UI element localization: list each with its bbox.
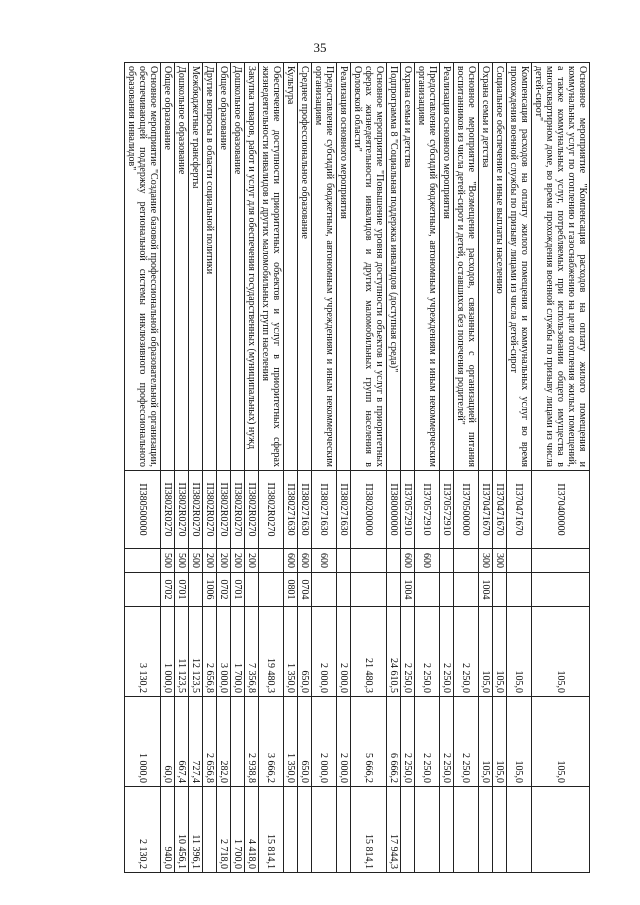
row-amount-federal-cell <box>532 787 590 873</box>
row-csr-cell: П370471670 <box>493 471 507 549</box>
row-name-cell: Общее образование <box>161 63 175 471</box>
table-row <box>245 63 259 873</box>
row-rz-cell: 0702 <box>217 573 231 607</box>
row-csr-cell: П370500000 <box>454 471 479 549</box>
row-vr-cell: 500 <box>189 549 203 573</box>
row-amount-total-cell: 1 350,0 <box>284 607 298 697</box>
row-amount-federal-cell <box>507 787 532 873</box>
row-amount-regional-cell: 2 938,8 <box>245 697 259 787</box>
row-amount-total-cell: 2 250,0 <box>401 607 415 697</box>
row-name-cell: Общее образование <box>217 63 231 471</box>
row-amount-total-cell: 650,0 <box>298 607 312 697</box>
row-vr-cell <box>351 549 387 573</box>
row-vr-cell <box>387 549 401 573</box>
row-rz-cell: 0704 <box>298 573 312 607</box>
row-amount-total-cell: 2 656,8 <box>203 607 217 697</box>
row-vr-cell: 600 <box>401 549 415 573</box>
row-amount-federal-cell: 15 814,1 <box>351 787 387 873</box>
row-csr-cell: П3802R0270 <box>161 471 175 549</box>
row-amount-federal-cell <box>401 787 415 873</box>
row-amount-regional-cell: 650,0 <box>298 697 312 787</box>
row-rz-cell <box>312 573 337 607</box>
row-csr-cell: П380500000 <box>125 471 161 549</box>
row-amount-federal-cell: 10 456,1 <box>175 787 189 873</box>
row-csr-cell: П3802R0270 <box>203 471 217 549</box>
row-amount-total-cell: 2 250,0 <box>415 607 440 697</box>
row-csr-cell: П370471670 <box>507 471 532 549</box>
row-vr-cell: 600 <box>298 549 312 573</box>
row-csr-cell: П370572910 <box>415 471 440 549</box>
row-amount-total-cell: 3 130,2 <box>125 607 161 697</box>
row-name-cell: Компенсация расходов на оплату жилого помещения и коммунальных услуг во время прохождения военной службы по призыву лицами из числа детей-сирот <box>507 63 532 471</box>
table-row <box>493 63 507 873</box>
row-rz-cell: 0702 <box>161 573 175 607</box>
row-csr-cell: П370471670 <box>479 471 493 549</box>
table-row <box>231 63 245 873</box>
row-amount-federal-cell <box>337 787 351 873</box>
row-amount-total-cell: 105,0 <box>479 607 493 697</box>
row-amount-regional-cell: 1 350,0 <box>284 697 298 787</box>
row-amount-federal-cell <box>479 787 493 873</box>
row-rz-cell: 1004 <box>401 573 415 607</box>
row-amount-total-cell: 105,0 <box>532 607 590 697</box>
row-amount-regional-cell: 105,0 <box>493 697 507 787</box>
row-amount-total-cell: 1 000,0 <box>161 607 175 697</box>
row-name-cell: Социальное обеспечение и иные выплаты населению <box>493 63 507 471</box>
row-rz-cell <box>189 573 203 607</box>
row-amount-regional-cell: 727,4 <box>189 697 203 787</box>
row-amount-regional-cell: 2 000,0 <box>337 697 351 787</box>
row-amount-federal-cell: 2 130,2 <box>125 787 161 873</box>
table-row <box>415 63 440 873</box>
row-vr-cell: 300 <box>479 549 493 573</box>
row-vr-cell: 200 <box>217 549 231 573</box>
row-rz-cell <box>532 573 590 607</box>
row-csr-cell: П380271630 <box>284 471 298 549</box>
row-amount-federal-cell: 4 418,0 <box>245 787 259 873</box>
row-amount-total-cell: 21 480,3 <box>351 607 387 697</box>
row-amount-regional-cell: 2 250,0 <box>401 697 415 787</box>
row-amount-federal-cell: 17 944,3 <box>387 787 401 873</box>
table-row <box>479 63 493 873</box>
row-rz-cell <box>337 573 351 607</box>
row-vr-cell <box>507 549 532 573</box>
row-rz-cell: 0701 <box>175 573 189 607</box>
row-vr-cell: 600 <box>284 549 298 573</box>
row-name-cell: Реализация основного мероприятия <box>440 63 454 471</box>
row-vr-cell <box>440 549 454 573</box>
row-rz-cell <box>454 573 479 607</box>
row-vr-cell: 500 <box>161 549 175 573</box>
row-amount-total-cell: 3 000,0 <box>217 607 231 697</box>
row-csr-cell: П3802R0270 <box>231 471 245 549</box>
table-row <box>217 63 231 873</box>
row-amount-federal-cell <box>440 787 454 873</box>
row-rz-cell: 0801 <box>284 573 298 607</box>
row-amount-regional-cell: 5 666,2 <box>351 697 387 787</box>
table-row <box>259 63 284 873</box>
rotated-table-container <box>50 62 590 872</box>
row-amount-regional-cell: 2 656,8 <box>203 697 217 787</box>
row-amount-total-cell: 12 123,5 <box>189 607 203 697</box>
row-csr-cell: П380271630 <box>298 471 312 549</box>
row-amount-federal-cell <box>415 787 440 873</box>
row-amount-total-cell: 2 250,0 <box>454 607 479 697</box>
row-csr-cell: П3802R0270 <box>189 471 203 549</box>
row-csr-cell: П3802R0270 <box>245 471 259 549</box>
row-vr-cell: 200 <box>203 549 217 573</box>
row-vr-cell: 600 <box>312 549 337 573</box>
row-amount-regional-cell: 105,0 <box>507 697 532 787</box>
row-rz-cell <box>387 573 401 607</box>
row-amount-total-cell: 7 356,8 <box>245 607 259 697</box>
table-row <box>161 63 175 873</box>
row-amount-total-cell: 2 000,0 <box>312 607 337 697</box>
row-amount-federal-cell <box>454 787 479 873</box>
row-vr-cell <box>532 549 590 573</box>
row-name-cell: Дошкольное образование <box>231 63 245 471</box>
row-amount-total-cell: 2 250,0 <box>440 607 454 697</box>
row-amount-federal-cell: 15 814,1 <box>259 787 284 873</box>
row-csr-cell: П3802R0270 <box>217 471 231 549</box>
table-row <box>284 63 298 873</box>
row-name-cell: Охрана семьи и детства <box>401 63 415 471</box>
row-vr-cell <box>454 549 479 573</box>
row-csr-cell: П370400000 <box>532 471 590 549</box>
row-amount-total-cell: 19 480,3 <box>259 607 284 697</box>
row-rz-cell: 1006 <box>203 573 217 607</box>
row-amount-federal-cell: 11 396,1 <box>189 787 203 873</box>
table-row <box>387 63 401 873</box>
row-csr-cell: П380200000 <box>351 471 387 549</box>
table-row <box>312 63 337 873</box>
table-row <box>532 63 590 873</box>
row-vr-cell: 200 <box>231 549 245 573</box>
row-amount-total-cell: 11 123,5 <box>175 607 189 697</box>
row-amount-regional-cell: 105,0 <box>479 697 493 787</box>
row-vr-cell <box>125 549 161 573</box>
row-rz-cell <box>125 573 161 607</box>
row-rz-cell <box>259 573 284 607</box>
row-name-cell: Охрана семьи и детства <box>479 63 493 471</box>
table-row <box>507 63 532 873</box>
row-amount-total-cell: 24 610,5 <box>387 607 401 697</box>
row-amount-federal-cell <box>312 787 337 873</box>
row-amount-federal-cell <box>493 787 507 873</box>
row-amount-federal-cell: 1 700,0 <box>231 787 245 873</box>
row-name-cell: Подпрограмма 8 "Социальная поддержка инвалидов (доступная среда)" <box>387 63 401 471</box>
row-amount-total-cell: 1 700,0 <box>231 607 245 697</box>
row-amount-regional-cell: 667,4 <box>175 697 189 787</box>
table-row <box>175 63 189 873</box>
table-row <box>125 63 161 873</box>
row-amount-federal-cell: 2 718,0 <box>217 787 231 873</box>
table-row <box>401 63 415 873</box>
row-name-cell: Предоставление субсидий бюджетным, автономным учреждениям и иным некоммерческим организациям <box>415 63 440 471</box>
row-name-cell: Закупка товаров, работ и услуг для обеспечения государственных (муниципальных) нужд <box>245 63 259 471</box>
row-csr-cell: П370572910 <box>440 471 454 549</box>
row-csr-cell: П380271630 <box>312 471 337 549</box>
row-amount-total-cell: 2 000,0 <box>337 607 351 697</box>
row-rz-cell <box>245 573 259 607</box>
row-amount-regional-cell: 3 666,2 <box>259 697 284 787</box>
row-rz-cell: 0701 <box>231 573 245 607</box>
table-row <box>298 63 312 873</box>
row-amount-regional-cell: 105,0 <box>532 697 590 787</box>
row-rz-cell: 1004 <box>479 573 493 607</box>
table-row <box>351 63 387 873</box>
row-amount-total-cell: 105,0 <box>493 607 507 697</box>
row-name-cell: Межбюджетные трансферты <box>189 63 203 471</box>
row-rz-cell <box>351 573 387 607</box>
row-name-cell: Обеспечение доступности приоритетных объектов и услуг в приоритетных сферах жизнедеятельности инвалидов и других маломобильных групп населения <box>259 63 284 471</box>
row-amount-regional-cell: 282,0 <box>217 697 231 787</box>
row-rz-cell <box>493 573 507 607</box>
row-amount-federal-cell: 940,0 <box>161 787 175 873</box>
table-row <box>337 63 351 873</box>
row-amount-federal-cell <box>298 787 312 873</box>
row-name-cell: Основное мероприятие "Создание базовой профессиональной образовательной организации, обеспечивающей поддержку региональной системы инклюзивного профессионального образования инвалидов" <box>125 63 161 471</box>
table-row <box>203 63 217 873</box>
row-amount-regional-cell: 2 250,0 <box>415 697 440 787</box>
row-name-cell: Основное мероприятие "Возмещение расходов, связанных с организацией питания воспитанников из числа детей-сирот и детей, оставшихся без попечения родителей" <box>454 63 479 471</box>
row-name-cell: Дошкольное образование <box>175 63 189 471</box>
table-row <box>454 63 479 873</box>
row-amount-total-cell: 105,0 <box>507 607 532 697</box>
row-name-cell: Основное мероприятие "Компенсация расходов на оплату жилого помещения и коммунальных услуг по отоплению и газоснабжению на цели отопления жилых помещений, а также коммунальных услуг, потребляемых при использовании общего имущества в многоквартирном доме, во время прохождения военной службы по призыву лицами из числа детей-сирот" <box>532 63 590 471</box>
row-amount-regional-cell <box>231 697 245 787</box>
row-vr-cell: 200 <box>245 549 259 573</box>
row-vr-cell: 500 <box>175 549 189 573</box>
row-name-cell: Реализация основного мероприятия <box>337 63 351 471</box>
row-name-cell: Другие вопросы в области социальной политики <box>203 63 217 471</box>
row-amount-regional-cell: 2 250,0 <box>440 697 454 787</box>
row-amount-regional-cell: 60,0 <box>161 697 175 787</box>
row-vr-cell: 300 <box>493 549 507 573</box>
row-vr-cell <box>337 549 351 573</box>
row-csr-cell: П3802R0270 <box>259 471 284 549</box>
row-name-cell: Предоставление субсидий бюджетным, автономным учреждениям и иным некоммерческим организациям <box>312 63 337 471</box>
row-amount-regional-cell: 1 000,0 <box>125 697 161 787</box>
row-csr-cell: П380000000 <box>387 471 401 549</box>
row-name-cell: Основное мероприятие "Повышение уровня доступности объектов и услуг в приоритетных сферах жизнедеятельности инвалидов и других маломобильных групп населения в Орловской области" <box>351 63 387 471</box>
row-amount-federal-cell <box>284 787 298 873</box>
row-csr-cell: П370572910 <box>401 471 415 549</box>
row-vr-cell: 600 <box>415 549 440 573</box>
row-csr-cell: П380271630 <box>337 471 351 549</box>
row-rz-cell <box>507 573 532 607</box>
row-amount-federal-cell <box>203 787 217 873</box>
row-amount-regional-cell: 6 666,2 <box>387 697 401 787</box>
row-rz-cell <box>440 573 454 607</box>
row-name-cell: Культура <box>284 63 298 471</box>
row-csr-cell: П3802R0270 <box>175 471 189 549</box>
row-amount-regional-cell: 2 250,0 <box>454 697 479 787</box>
table-row <box>189 63 203 873</box>
budget-table <box>124 62 590 873</box>
table-row <box>440 63 454 873</box>
budget-table-body <box>125 63 590 873</box>
row-rz-cell <box>415 573 440 607</box>
page-number: 35 <box>313 40 327 55</box>
row-name-cell: Среднее профессиональное образование <box>298 63 312 471</box>
row-amount-regional-cell: 2 000,0 <box>312 697 337 787</box>
row-vr-cell <box>259 549 284 573</box>
